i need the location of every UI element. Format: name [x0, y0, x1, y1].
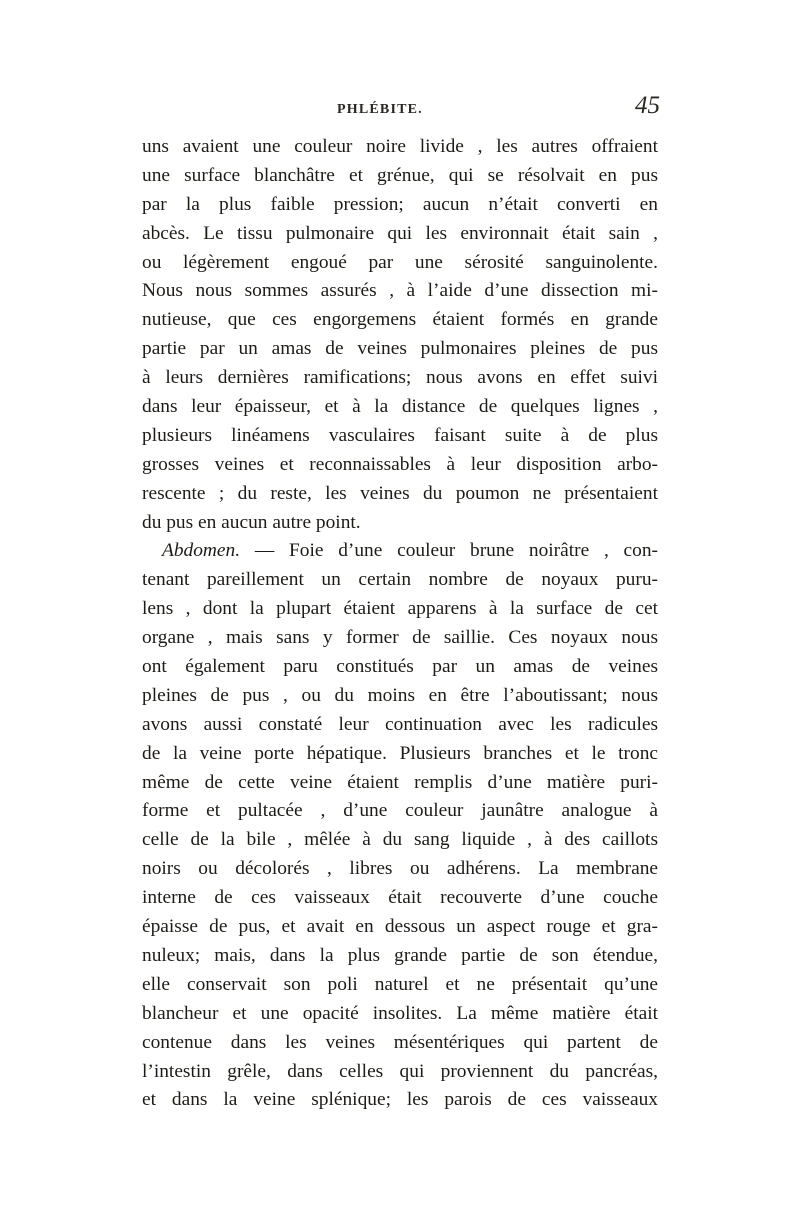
abdomen-heading: Abdomen. [162, 540, 241, 562]
text-line: Nous nous sommes assurés , à l’aide d’une dissection mi- [142, 280, 658, 302]
body-text [142, 133, 658, 1115]
text-line: épaisse de pus, et avait en dessous un aspect rouge et gra- [142, 916, 658, 938]
text-line: avons aussi constaté leur continuation avec les radicules [142, 713, 658, 735]
text-line: lens , dont la plupart étaient apparens à la surface de cet [142, 598, 658, 620]
text-line: de la veine porte hépatique. Plusieurs branches et le tronc [142, 742, 658, 764]
text-line: abcès. Le tissu pulmonaire qui les environnait était sain , [142, 222, 658, 244]
text-line: du pus en aucun autre point. [142, 511, 361, 533]
abdomen-first-line-text: — Foie d’une couleur brune noirâtre , con- [240, 540, 658, 562]
text-line: celle de la bile , mêlée à du sang liquide , à des caillots [142, 829, 658, 851]
text-line: ont également paru constitués par un amas de veines [142, 656, 658, 678]
text-line: elle conservait son poli naturel et ne présentait qu’une [142, 973, 658, 995]
text-line: à leurs dernières ramifications; nous avons en effet suivi [142, 367, 658, 389]
text-line: une surface blanchâtre et grénue, qui se résolvait en pus [142, 164, 658, 186]
page-header [142, 92, 660, 128]
text-line: nuleux; mais, dans la plus grande partie de son étendue, [142, 944, 658, 966]
text-line: interne de ces vaisseaux était recouverte d’une couche [142, 887, 658, 909]
text-line: rescente ; du reste, les veines du poumon ne présentaient [142, 482, 658, 504]
text-line: ou légèrement engoué par une sérosité sanguinolente. [142, 251, 658, 273]
text-line: contenue dans les veines mésentériques qui partent de [142, 1031, 658, 1053]
text-line: noirs ou décolorés , libres ou adhérens. La membrane [142, 858, 658, 880]
text-line: plusieurs linéamens vasculaires faisant suite à de plus [142, 424, 658, 446]
text-line: partie par un amas de veines pulmonaires pleines de pus [142, 338, 658, 360]
text-line: tenant pareillement un certain nombre de noyaux puru- [142, 569, 658, 591]
text-line: nutieuse, que ces engorgemens étaient formés en grande [142, 309, 658, 331]
abdomen-paragraph-first-line [142, 537, 658, 566]
text-line: forme et pultacée , d’une couleur jaunâtre analogue à [142, 800, 658, 822]
text-line: blancheur et une opacité insolites. La même matière était [142, 1002, 658, 1024]
text-line: dans leur épaisseur, et à la distance de quelques lignes , [142, 396, 658, 418]
text-line: par la plus faible pression; aucun n’était converti en [142, 193, 658, 215]
text-line: organe , mais sans y former de saillie. Ces noyaux nous [142, 627, 658, 649]
text-line: pleines de pus , ou du moins en être l’aboutissant; nous [142, 684, 658, 706]
page-number: 45 [635, 92, 660, 119]
text-line: même de cette veine étaient remplis d’une matière puri- [142, 771, 658, 793]
text-line: l’intestin grêle, dans celles qui proviennent du pancréas, [142, 1060, 658, 1082]
text-line: uns avaient une couleur noire livide , les autres offraient [142, 136, 658, 157]
text-line: grosses veines et reconnaissables à leur disposition arbo- [142, 453, 658, 475]
running-head: PHLÉBITE. [337, 102, 423, 117]
text-line: et dans la veine splénique; les parois de ces vaisseaux [142, 1089, 658, 1111]
